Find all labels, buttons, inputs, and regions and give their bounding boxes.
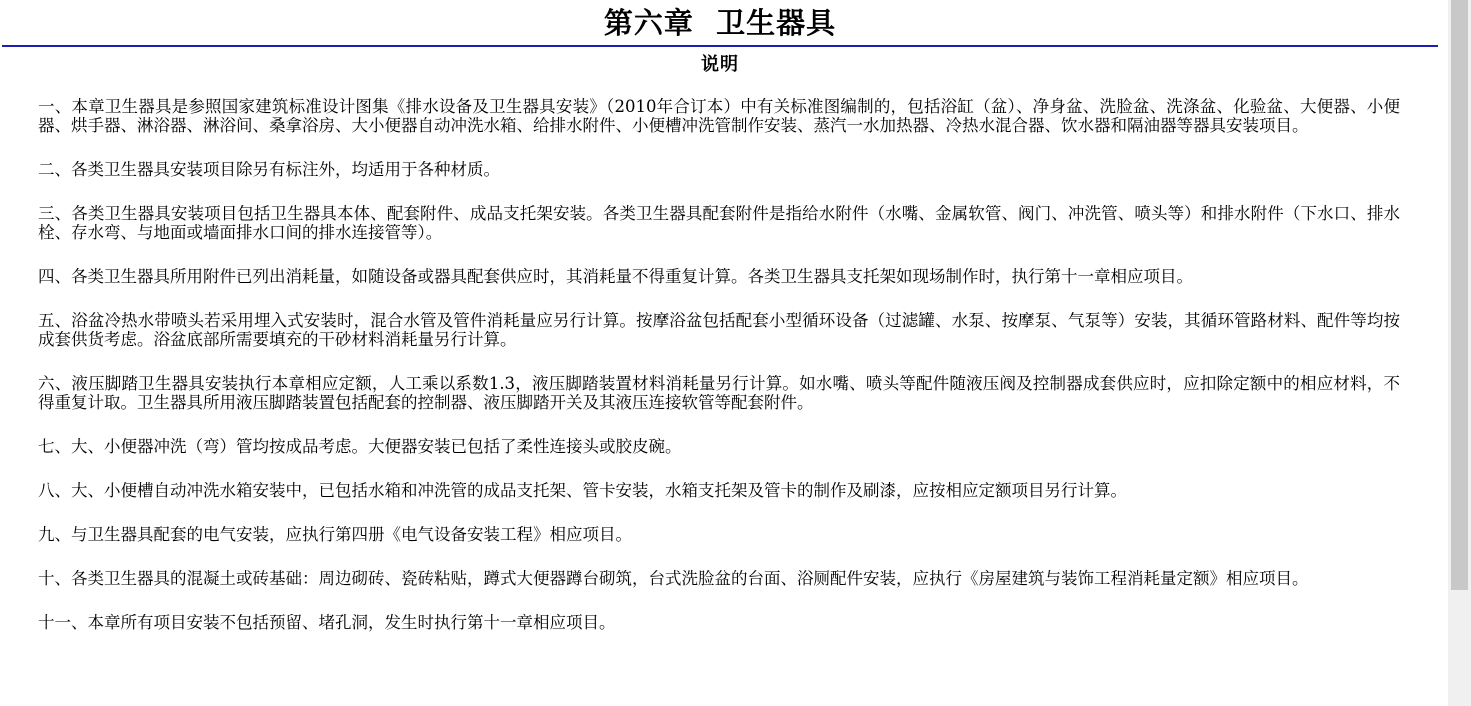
note-paragraph-8: 八、大、小便槽自动冲洗水箱安装中，已包括水箱和冲洗管的成品支托架、管卡安装，水箱支托架及管卡的制作及刷漆，应按相应定额项目另行计算。	[38, 481, 1127, 500]
section-heading: 说明	[701, 54, 739, 75]
note-paragraph-3: 三、各类卫生器具安装项目包括卫生器具本体、配套附件、成品支托架安装。各类卫生器具配套附件是指给水附件（水嘴、金属软管、阀门、冲洗管、喷头等）和排水附件（下水口、排水栓、存水弯、与地面或墙面排水口间的排水连接管等）。	[38, 204, 1400, 242]
note-paragraph-11: 十一、本章所有项目安装不包括预留、堵孔洞，发生时执行第十一章相应项目。	[38, 613, 616, 632]
note-paragraph-10: 十、各类卫生器具的混凝土或砖基础：周边砌砖、瓷砖粘贴，蹲式大便器蹲台砌筑，台式洗脸盆的台面、浴厕配件安装，应执行《房屋建筑与装饰工程消耗量定额》相应项目。	[38, 569, 1309, 588]
title-divider	[2, 45, 1438, 47]
note-paragraph-2: 二、各类卫生器具安装项目除另有标注外，均适用于各种材质。	[38, 160, 500, 179]
chapter-title: 第六章 卫生器具	[603, 6, 837, 40]
note-paragraph-4: 四、各类卫生器具所用附件已列出消耗量，如随设备或器具配套供应时，其消耗量不得重复计算。各类卫生器具支托架如现场制作时，执行第十一章相应项目。	[38, 267, 1193, 286]
note-paragraph-7: 七、大、小便器冲洗（弯）管均按成品考虑。大便器安装已包括了柔性连接头或胶皮碗。	[38, 437, 682, 456]
note-paragraph-5: 五、浴盆冷热水带喷头若采用埋入式安装时，混合水管及管件消耗量应另行计算。按摩浴盆包括配套小型循环设备（过滤罐、水泵、按摩泵、气泵等）安装，其循环管路材料、配件等均按成套供货考虑。浴盆底部所需要填充的干砂材料消耗量另行计算。	[38, 311, 1400, 349]
scrollbar-thumb[interactable]	[1451, 0, 1468, 590]
note-paragraph-9: 九、与卫生器具配套的电气安装，应执行第四册《电气设备安装工程》相应项目。	[38, 525, 632, 544]
note-paragraph-1: 一、本章卫生器具是参照国家建筑标准设计图集《排水设备及卫生器具安装》（2010年合订本）中有关标准图编制的，包括浴缸（盆）、净身盆、洗脸盆、洗涤盆、化验盆、大便器、小便器、烘手器、淋浴器、淋浴间、桑拿浴房、大小便器自动冲洗水箱、给排水附件、小便槽冲洗管制作安装、蒸汽一水加热器、冷热水混合器、饮水器和隔油器等器具安装项目。	[38, 97, 1400, 135]
note-paragraph-6: 六、液压脚踏卫生器具安装执行本章相应定额，人工乘以系数1.3，液压脚踏装置材料消耗量另行计算。如水嘴、喷头等配件随液压阀及控制器成套供应时，应扣除定额中的相应材料，不得重复计取。卫生器具所用液压脚踏装置包括配套的控制器、液压脚踏开关及其液压连接软管等配套附件。	[38, 374, 1400, 412]
notes-list	[38, 97, 1400, 657]
